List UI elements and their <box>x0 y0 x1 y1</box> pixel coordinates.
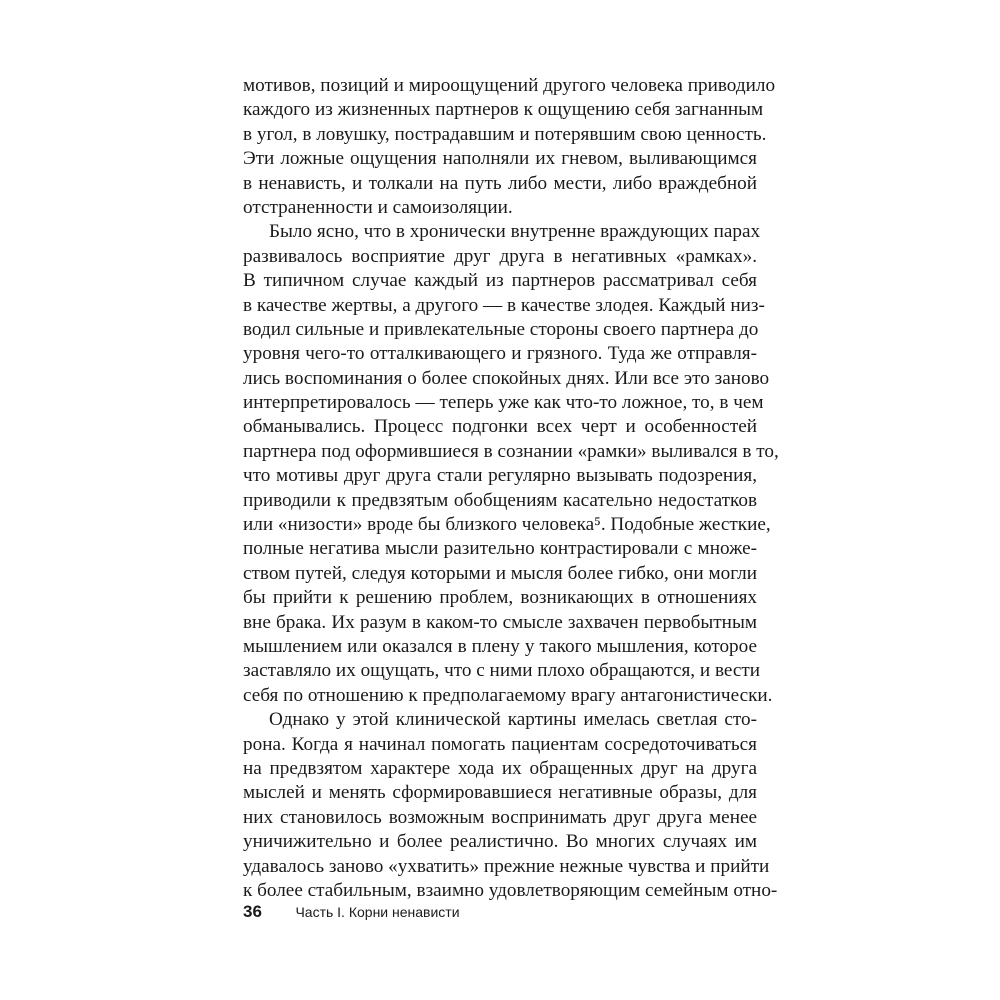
text-line: или «низости» вроде бы близкого человека⁵. Подобные жесткие, <box>243 514 771 536</box>
text-line: в ненависть, и толкали на путь либо мести, либо враждебной <box>243 172 757 194</box>
text-line: лись воспоминания о более спокойных днях. Или все это заново <box>243 367 770 389</box>
text-line: рона. Когда я начинал помогать пациентам сосредоточиваться <box>243 733 757 755</box>
running-head: Часть I. Корни ненависти <box>295 904 460 920</box>
text-line: интерпретировалось — теперь уже как что-то ложное, то, в чем <box>243 392 764 414</box>
text-line: заставляло их ощущать, что с ними плохо обращаются, и вести <box>243 660 761 682</box>
text-line: удавалось заново «ухватить» прежние нежные чувства и прийти <box>243 855 770 877</box>
text-line: каждого из жизненных партнеров к ощущению себя загнанным <box>243 99 764 121</box>
text-line: мышлением или оказался в плену у такого мышления, которое <box>243 635 757 657</box>
text-line: полные негатива мысли разительно контрастировали с множе- <box>243 538 757 560</box>
text-line: себя по отношению к предполагаемому врагу антагонистически. <box>243 684 773 706</box>
text-line: на предвзятом характере хода их обращенных друг на друга <box>243 757 757 779</box>
text-line: партнера под оформившиеся в сознании «рамки» выливался в то, <box>243 440 779 462</box>
text-line: что мотивы друг друга стали регулярно вызывать подозрения, <box>243 465 757 487</box>
body-text <box>243 74 779 903</box>
text-line: вне брака. Их разум в каком-то смысле захвачен первобытным <box>243 611 757 633</box>
page-footer <box>243 902 460 922</box>
text-line: бы прийти к решению проблем, возникающих в отношениях <box>243 587 757 609</box>
text-line: уровня чего-то отталкивающего и грязного. Туда же отправля- <box>243 343 757 365</box>
text-line: в качестве жертвы, а другого — в качестве злодея. Каждый низ- <box>243 294 765 316</box>
text-line: развивалось восприятие друг друга в негативных «рамках». <box>243 245 757 267</box>
text-line: Эти ложные ощущения наполняли их гневом, выливающимся <box>243 148 757 170</box>
text-line: Однако у этой клинической картины имелась светлая сто- <box>269 709 757 731</box>
text-line: Было ясно, что в хронически внутренне враждующих парах <box>269 221 761 243</box>
text-line: водил сильные и привлекательные стороны своего партнера до <box>243 318 759 340</box>
text-line: ством путей, следуя которыми и мысля более гибко, они могли <box>243 562 757 584</box>
text-line: уничижительно и более реалистично. Во многих случаях им <box>243 831 757 853</box>
text-line: В типичном случае каждый из партнеров рассматривал себя <box>243 270 757 292</box>
text-line: к более стабильным, взаимно удовлетворяющим семейным отно- <box>243 879 778 901</box>
text-line: них становилось возможным воспринимать друг друга менее <box>243 806 757 828</box>
text-line: приводили к предвзятым обобщениям касательно недостатков <box>243 489 757 511</box>
page-number: 36 <box>243 902 262 921</box>
text-line: отстраненности и самоизоляции. <box>243 196 513 218</box>
text-line: в угол, в ловушку, пострадавшим и потерявшим свою ценность. <box>243 123 767 145</box>
text-line: обманывались. Процесс подгонки всех черт и особенностей <box>243 416 757 438</box>
text-line: мыслей и менять сформировавшиеся негативные образы, для <box>243 782 757 804</box>
text-line: мотивов, позиций и мироощущений другого человека приводило <box>243 75 776 96</box>
